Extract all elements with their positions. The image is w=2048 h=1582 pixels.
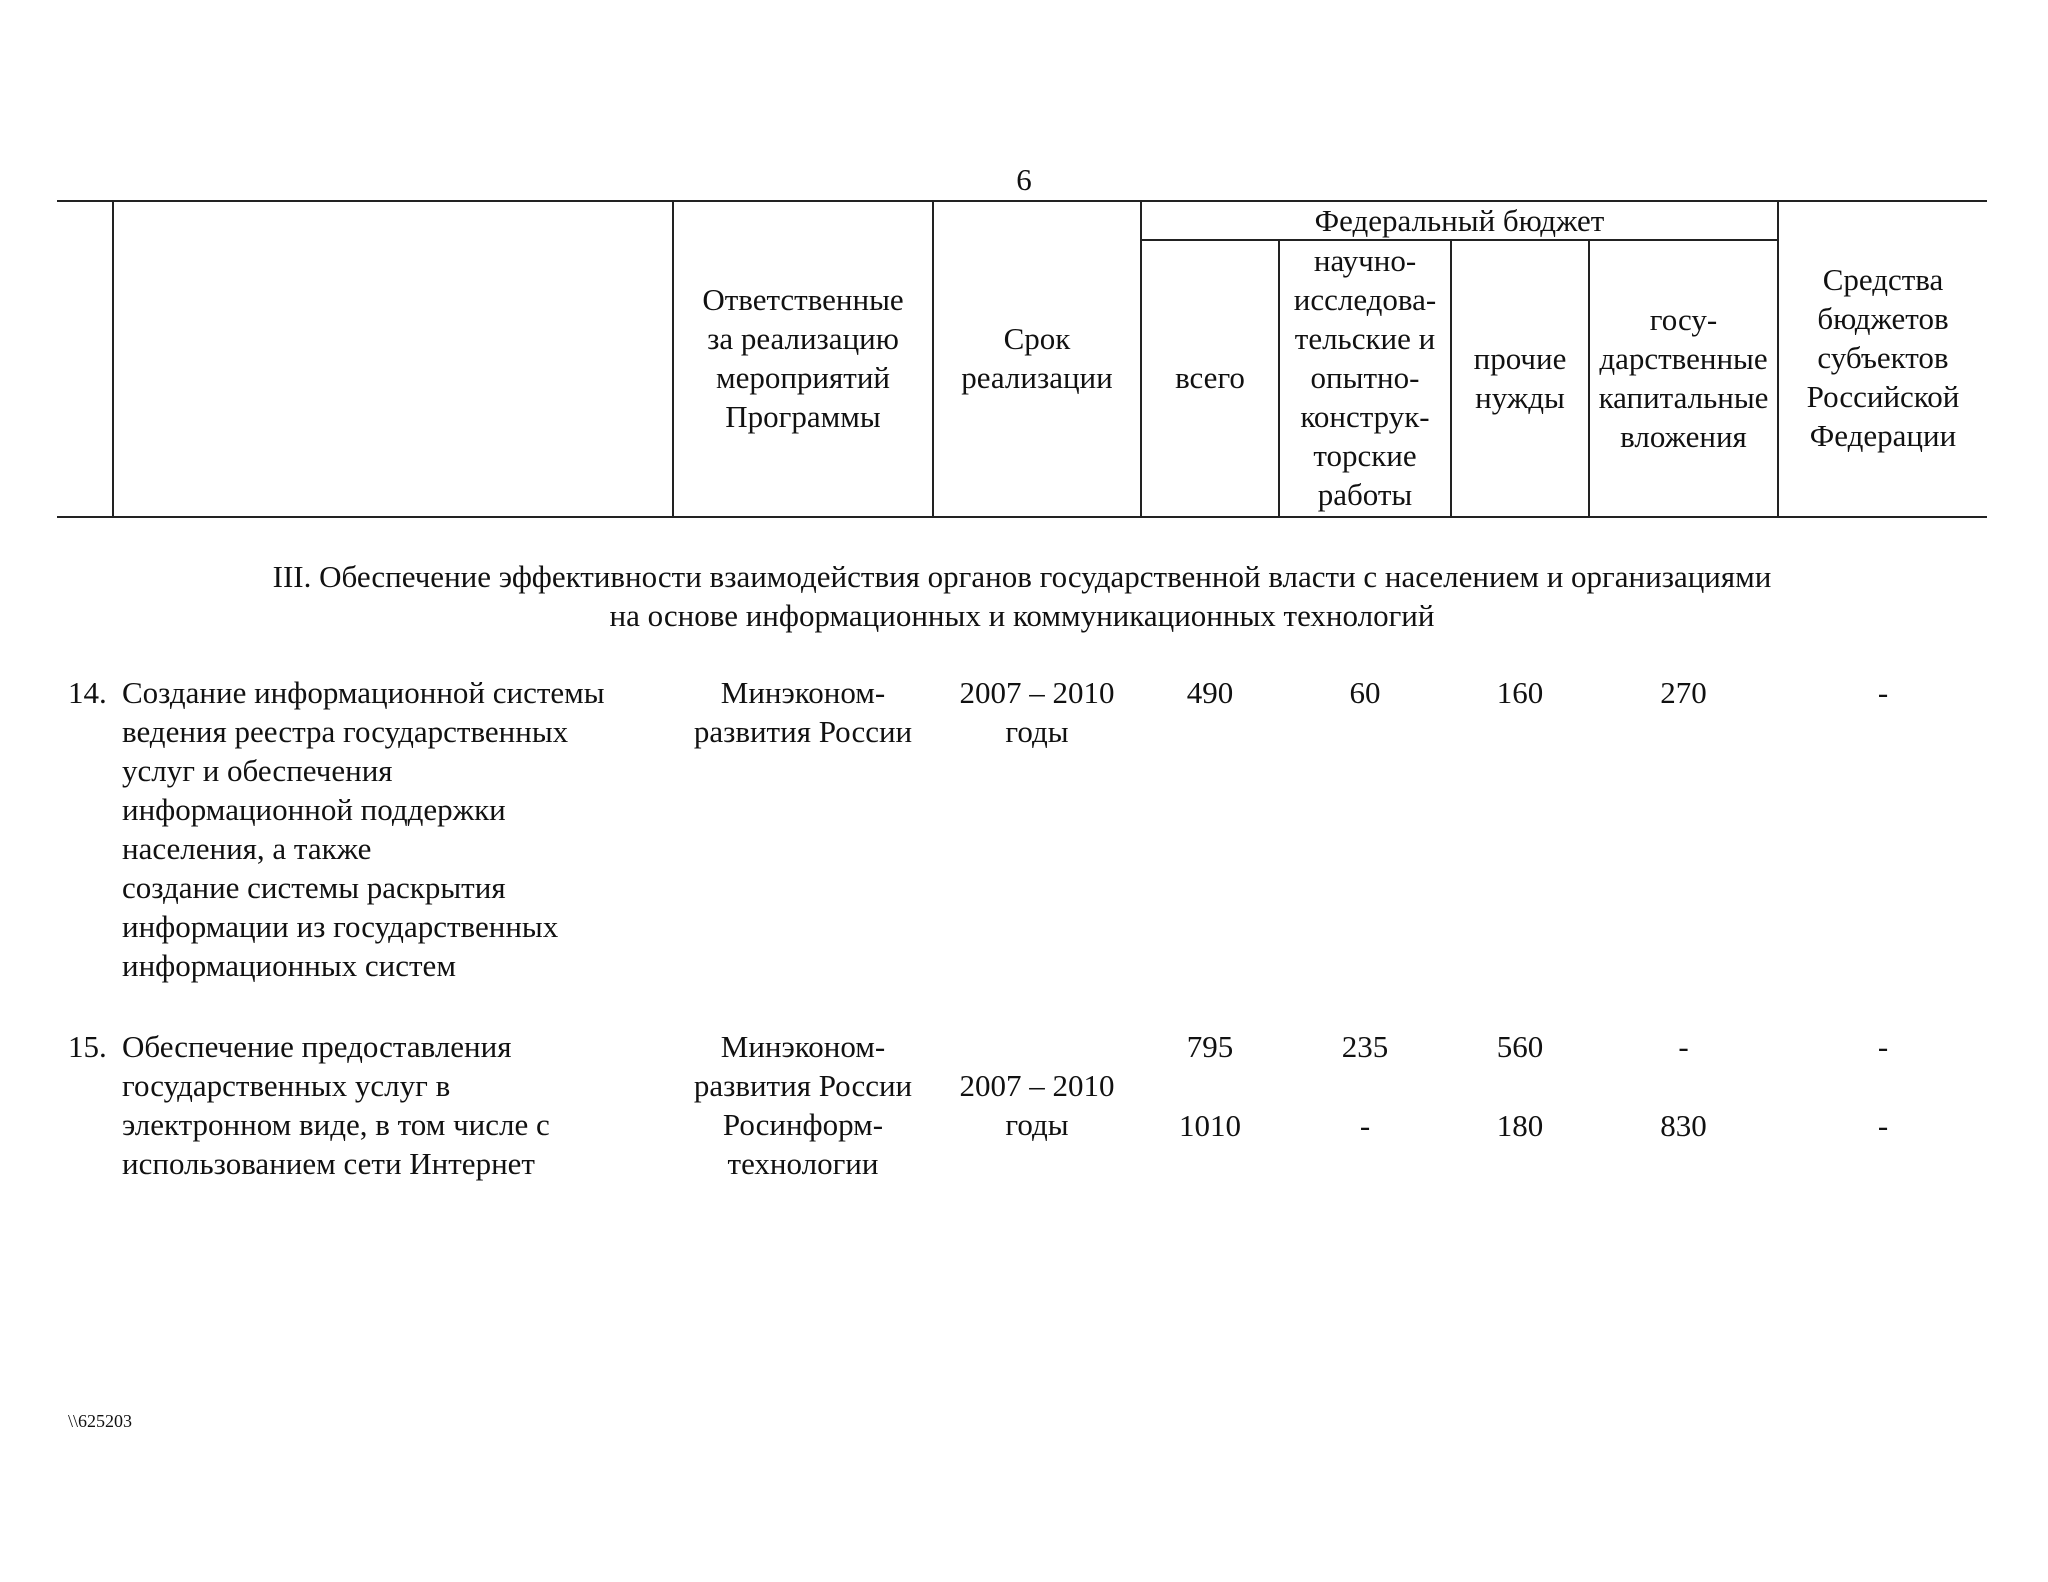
header-other-needs: прочие нужды [1473,341,1567,415]
row-total: 795 [1186,1029,1234,1064]
header-rnd: научно- исследова- тельские и опытно- конструк- торские работы [1293,243,1437,512]
row-total: 1010 [1179,1108,1241,1143]
page-number: 6 [1016,162,1032,197]
row-name: Обеспечение предоставления государственных услуг в электронном виде, в том числе с использованием сети Интернет [122,1029,550,1181]
row-regional: - [1877,675,1889,710]
row-responsible: Минэконом- развития России [693,675,913,749]
row-other: 560 [1496,1029,1544,1064]
row-capital: 830 [1660,1108,1707,1143]
row-other: 160 [1496,675,1544,710]
row-term: 2007 – 2010 годы [959,675,1115,749]
header-term: Срок реализации [961,321,1113,395]
row-number: 15. [68,1029,107,1064]
row-total: 490 [1186,675,1234,710]
row-number: 14. [68,675,107,710]
row-rnd: - [1359,1108,1371,1143]
row-other: 180 [1496,1108,1544,1143]
row-capital: - [1678,1029,1689,1064]
section-title: III. Обеспечение эффективности взаимодействия органов государственной власти с населением и организациями на основе информационных и коммуникационных технологий [272,559,1772,633]
row-capital: 270 [1660,675,1707,710]
col-divider-1 [112,200,114,518]
header-capital: госу- дарственные капитальные вложения [1598,302,1769,454]
row-regional: - [1877,1029,1889,1064]
header-responsible: Ответственные за реализацию мероприятий Программы [702,282,904,434]
table-header-bottom-rule [57,516,1987,518]
row-rnd: 60 [1349,675,1381,710]
header-total: всего [1175,360,1245,395]
header-federal-budget: Федеральный бюджет [1314,203,1605,238]
document-code: \\625203 [68,1411,133,1431]
header-regional: Средства бюджетов субъектов Российской Федерации [1806,262,1960,453]
row-term: 2007 – 2010 годы [959,1068,1115,1142]
row-name: Создание информационной системы ведения реестра государственных услуг и обеспечения информационной поддержки населения, а также создание системы раскрытия информации из государственных информационных систем [122,675,605,983]
row-regional: - [1877,1108,1889,1143]
row-rnd: 235 [1341,1029,1389,1064]
row-responsible: Минэконом- развития России Росинформ- технологии [693,1029,913,1181]
